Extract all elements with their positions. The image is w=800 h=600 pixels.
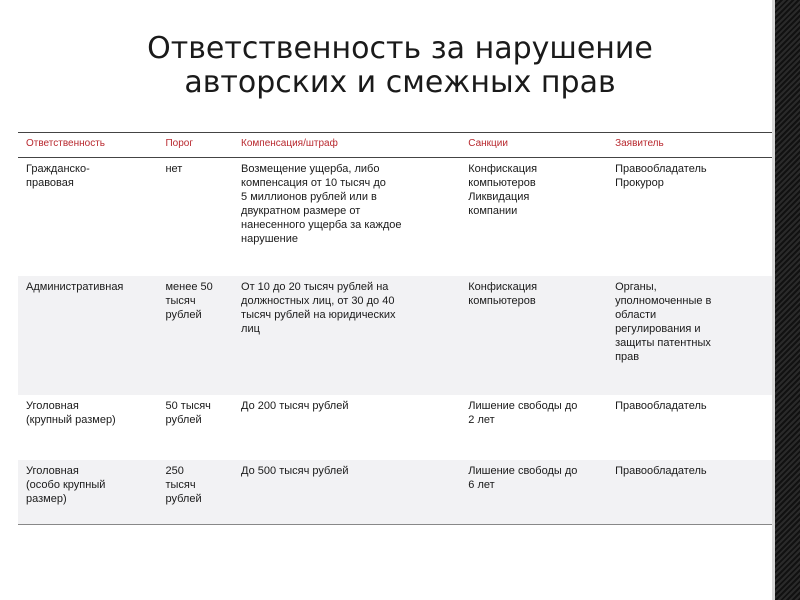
liability-table — [18, 132, 772, 525]
cell-liability: Гражданско- правовая — [18, 158, 157, 277]
header-threshold: Порог — [157, 133, 233, 158]
cell-threshold: 50 тысяч рублей — [157, 395, 233, 460]
cell-liability: Уголовная (особо крупный размер) — [18, 460, 157, 525]
cell-claimant: Органы, уполномоченные в области регулирования и защиты патентных прав — [607, 276, 772, 395]
liability-table-container — [18, 132, 772, 525]
slide-title — [0, 32, 800, 100]
title-line-2: авторских и смежных прав — [184, 65, 616, 100]
cell-sanctions: Лишение свободы до 2 лет — [460, 395, 607, 460]
table-row — [18, 395, 772, 460]
cell-claimant: Правообладатель — [607, 460, 772, 525]
cell-sanctions: Конфискация компьютеров Ликвидация компании — [460, 158, 607, 277]
table-header-row — [18, 133, 772, 158]
cell-threshold: 250 тысяч рублей — [157, 460, 233, 525]
cell-liability: Административная — [18, 276, 157, 395]
table-row — [18, 158, 772, 277]
header-sanctions: Санкции — [460, 133, 607, 158]
cell-liability: Уголовная (крупный размер) — [18, 395, 157, 460]
cell-claimant: Правообладатель Прокурор — [607, 158, 772, 277]
cell-sanctions: Лишение свободы до 6 лет — [460, 460, 607, 525]
cell-threshold: нет — [157, 158, 233, 277]
table-row — [18, 460, 772, 525]
cell-compensation: До 200 тысяч рублей — [233, 395, 460, 460]
cell-compensation: До 500 тысяч рублей — [233, 460, 460, 525]
cell-threshold: менее 50 тысяч рублей — [157, 276, 233, 395]
cell-sanctions: Конфискация компьютеров — [460, 276, 607, 395]
header-compensation: Компенсация/штраф — [233, 133, 460, 158]
header-claimant: Заявитель — [607, 133, 772, 158]
cell-compensation: Возмещение ущерба, либо компенсация от 10 тысяч до 5 миллионов рублей или в двукратном размере от нанесенного ущерба за каждое нарушение — [233, 158, 460, 277]
title-line-1: Ответственность за нарушение — [147, 31, 653, 66]
cell-claimant: Правообладатель — [607, 395, 772, 460]
table-row — [18, 276, 772, 395]
decorative-side-strip — [772, 0, 800, 600]
cell-compensation: От 10 до 20 тысяч рублей на должностных лиц, от 30 до 40 тысяч рублей на юридических лиц — [233, 276, 460, 395]
header-liability: Ответственность — [18, 133, 157, 158]
